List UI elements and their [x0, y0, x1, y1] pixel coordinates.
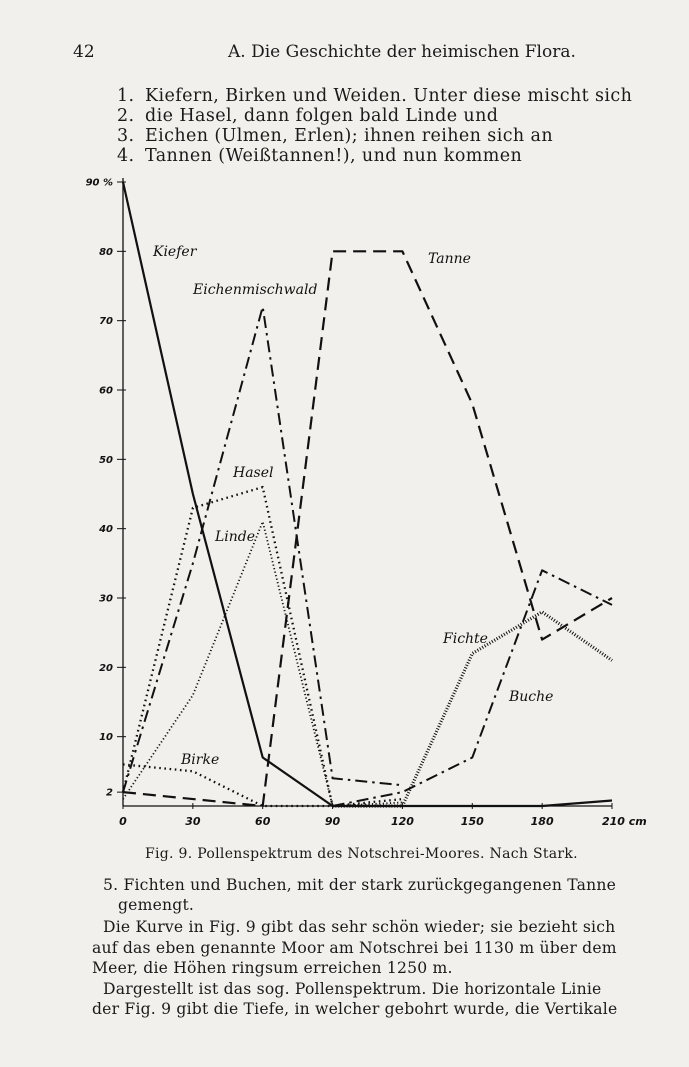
- x-tick-label: 60: [255, 815, 271, 828]
- y-tick-label: 10: [99, 732, 113, 744]
- x-tick-label: 120: [390, 815, 414, 828]
- list-item-5-cont: gemengt.: [118, 896, 195, 914]
- paragraph-line: Dargestellt ist das sog. Pollenspektrum. Die horizontale Linie: [103, 980, 602, 998]
- series-line-buche: [333, 570, 612, 806]
- list-item-number: 2.: [117, 106, 135, 126]
- x-tick-label: 180: [530, 815, 554, 828]
- y-tick-label: 80: [99, 246, 113, 258]
- figure-caption: Fig. 9. Pollenspektrum des Notschrei-Moores. Nach Stark.: [145, 846, 578, 862]
- series-labels: [152, 244, 553, 768]
- x-tick-label: 90: [324, 815, 341, 828]
- list-item-text: Eichen (Ulmen, Erlen); ihnen reihen sich an: [145, 126, 554, 146]
- x-tick-label: 150: [460, 815, 484, 828]
- list-item-number: 4.: [117, 146, 135, 166]
- series-line-tanne: [123, 251, 612, 806]
- list-item-number: 5.: [103, 876, 119, 894]
- series-label-eichenmischwald: Eichenmischwald: [193, 282, 318, 298]
- series-layer: [123, 182, 612, 806]
- paragraph-line: der Fig. 9 gibt die Tiefe, in welcher gebohrt wurde, die Vertikale: [92, 1000, 618, 1018]
- list-item-text: die Hasel, dann folgen bald Linde und: [145, 106, 499, 126]
- series-label-kiefer: Kiefer: [153, 244, 197, 260]
- series-label-fichte: Fichte: [443, 631, 488, 647]
- y-tick-label: 30: [99, 593, 113, 605]
- series-label-birke: Birke: [181, 752, 220, 768]
- pollen-chart: [0, 170, 689, 840]
- list-item-5: [103, 876, 616, 894]
- series-line-eichenmischwald: [123, 307, 402, 792]
- paragraph-line: auf das eben genannte Moor am Notschrei bei 1130 m über dem: [92, 939, 617, 957]
- page-number: 42: [73, 42, 95, 62]
- list-item-number: 3.: [117, 126, 135, 146]
- paragraph-line: Die Kurve in Fig. 9 gibt das sehr schön wieder; sie bezieht sich: [103, 918, 616, 936]
- list-item: [117, 126, 553, 146]
- series-label-linde: Linde: [215, 529, 256, 545]
- running-title: A. Die Geschichte der heimischen Flora.: [228, 42, 576, 62]
- y-tick-label: 70: [99, 316, 113, 328]
- list-item: [117, 86, 632, 106]
- series-label-buche: Buche: [509, 689, 554, 705]
- series-label-tanne: Tanne: [428, 251, 471, 267]
- list-item-text: Kiefern, Birken und Weiden. Unter diese mischt sich: [145, 86, 633, 106]
- list-item-text: Fichten und Buchen, mit der stark zurückgegangenen Tanne: [123, 876, 617, 894]
- y-tick-label: 40: [99, 524, 113, 536]
- list-item: [117, 106, 498, 126]
- series-label-hasel: Hasel: [233, 465, 274, 481]
- y-tick-label: 2: [106, 787, 113, 799]
- y-tick-label: 50: [99, 454, 113, 466]
- y-tick-label: 20: [99, 662, 113, 674]
- paragraph-line: Meer, die Höhen ringsum erreichen 1250 m.: [92, 959, 453, 977]
- x-tick-label: 210 cm: [602, 815, 647, 828]
- x-tick-label: 0: [119, 815, 127, 828]
- y-tick-label: 90 %: [85, 177, 113, 189]
- list-item-number: 1.: [117, 86, 135, 106]
- x-tick-label: 30: [185, 815, 201, 828]
- list-item: [117, 146, 522, 166]
- list-item-text: Tannen (Weißtannen!), und nun kommen: [145, 146, 523, 166]
- y-tick-label: 60: [99, 385, 113, 397]
- series-line-kiefer: [123, 182, 612, 806]
- series-line-linde: [123, 522, 402, 806]
